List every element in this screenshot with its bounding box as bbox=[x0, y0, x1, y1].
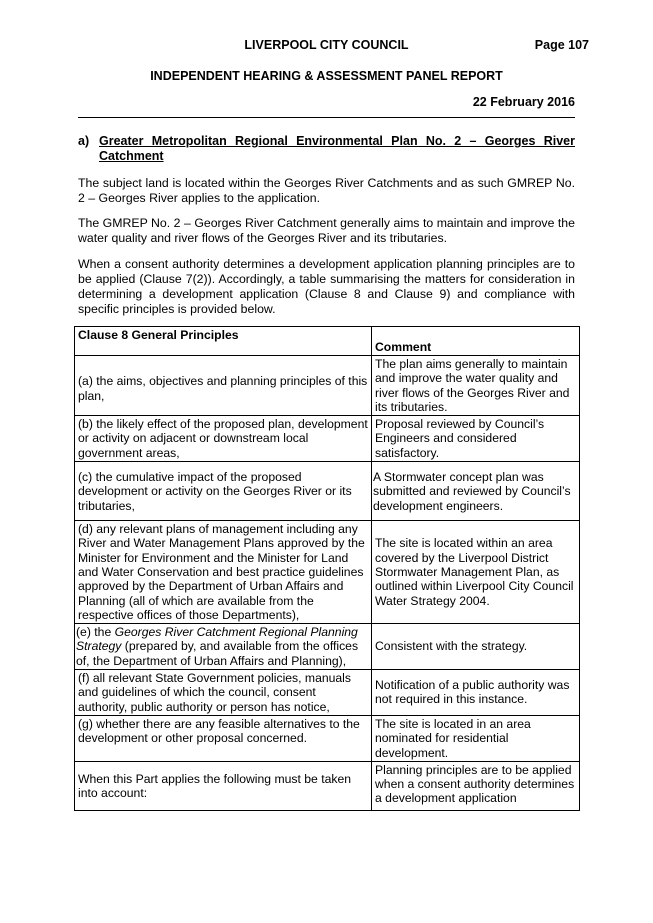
comment-cell: The site is located in an area nominated for residential development. bbox=[372, 715, 580, 761]
comment-cell: Planning principles are to be applied when a consent authority determines a development application bbox=[372, 761, 580, 810]
principle-cell: When this Part applies the following must be taken into account: bbox=[75, 761, 372, 810]
paragraph-applicability: The subject land is located within the Georges River Catchments and as such GMREP No. 2 – Georges River applies to the application. bbox=[78, 176, 575, 205]
comment-cell: Notification of a public authority was not required in this instance. bbox=[372, 670, 580, 716]
principle-cell: (d) any relevant plans of management including any River and Water Management Plans approved by the Minister for Environment and the Minister for Land and Water Conservation and best practice guidelines approved by the Department of Urban Affairs and Planning (all of which are available from the respective offices of those Departments), bbox=[75, 521, 372, 624]
council-name: LIVERPOOL CITY COUNCIL bbox=[244, 38, 409, 52]
header-comment: Comment bbox=[372, 327, 580, 356]
page-number: Page 107 bbox=[534, 38, 589, 52]
comment-cell: The site is located within an area covered by the Liverpool District Stormwater Management Plan, as outlined within Liverpool City Council Water Strategy 2004. bbox=[372, 521, 580, 624]
principle-cell: (f) all relevant State Government policies, manuals and guidelines of which the council, consent authority, public authority or person has notice, bbox=[75, 670, 372, 716]
section-title: Greater Metropolitan Regional Environmental Plan No. 2 – Georges River Catchment bbox=[99, 134, 575, 163]
table-row bbox=[75, 356, 580, 416]
header-principles: Clause 8 General Principles bbox=[75, 327, 372, 356]
header-divider bbox=[78, 117, 575, 118]
report-title: INDEPENDENT HEARING & ASSESSMENT PANEL REPORT bbox=[150, 69, 503, 83]
section-letter: a) bbox=[78, 134, 90, 148]
table-row bbox=[75, 624, 580, 670]
principle-cell: (b) the likely effect of the proposed plan, development or activity on adjacent or downstream local government areas, bbox=[75, 416, 372, 462]
comment-cell: The plan aims generally to maintain and improve the water quality and river flows of the Georges River and its tributaries. bbox=[372, 356, 580, 416]
principle-cell: (c) the cumulative impact of the proposed development or activity on the Georges River or its tributaries, bbox=[75, 462, 372, 521]
principle-cell: (a) the aims, objectives and planning principles of this plan, bbox=[75, 356, 372, 416]
table-row bbox=[75, 670, 580, 716]
table-row bbox=[75, 416, 580, 462]
comment-cell: A Stormwater concept plan was submitted and reviewed by Council’s development engineers. bbox=[372, 462, 580, 521]
table-header-row bbox=[75, 327, 580, 356]
paragraph-principles: When a consent authority determines a development application planning principles are to be applied (Clause 7(2)). Accordingly, a table summarising the matters for consideration in determining a development application (Clause 8 and Clause 9) and compliance with specific principles is provided below. bbox=[78, 257, 575, 316]
section-heading bbox=[78, 134, 575, 164]
principle-prefix: (e) the bbox=[76, 625, 115, 640]
table-row bbox=[75, 715, 580, 761]
paragraph-aims: The GMREP No. 2 – Georges River Catchment generally aims to maintain and improve the water quality and river flows of the Georges River and its tributaries. bbox=[78, 216, 575, 245]
table-row bbox=[75, 521, 580, 624]
clause-8-table bbox=[74, 326, 580, 811]
principle-cell bbox=[75, 624, 372, 670]
comment-cell: Consistent with the strategy. bbox=[372, 624, 580, 670]
strategy-title: Georges River Catchment Regional Planning Strategy bbox=[76, 625, 358, 654]
table-row bbox=[75, 761, 580, 810]
report-date: 22 February 2016 bbox=[472, 95, 575, 109]
principle-cell: (g) whether there are any feasible alternatives to the development or other proposal concerned. bbox=[75, 715, 372, 761]
principle-suffix: (prepared by, and available from the offices of, the Department of Urban Affairs and Planning), bbox=[76, 639, 359, 668]
table-row bbox=[75, 462, 580, 521]
comment-cell: Proposal reviewed by Council’s Engineers and considered satisfactory. bbox=[372, 416, 580, 462]
